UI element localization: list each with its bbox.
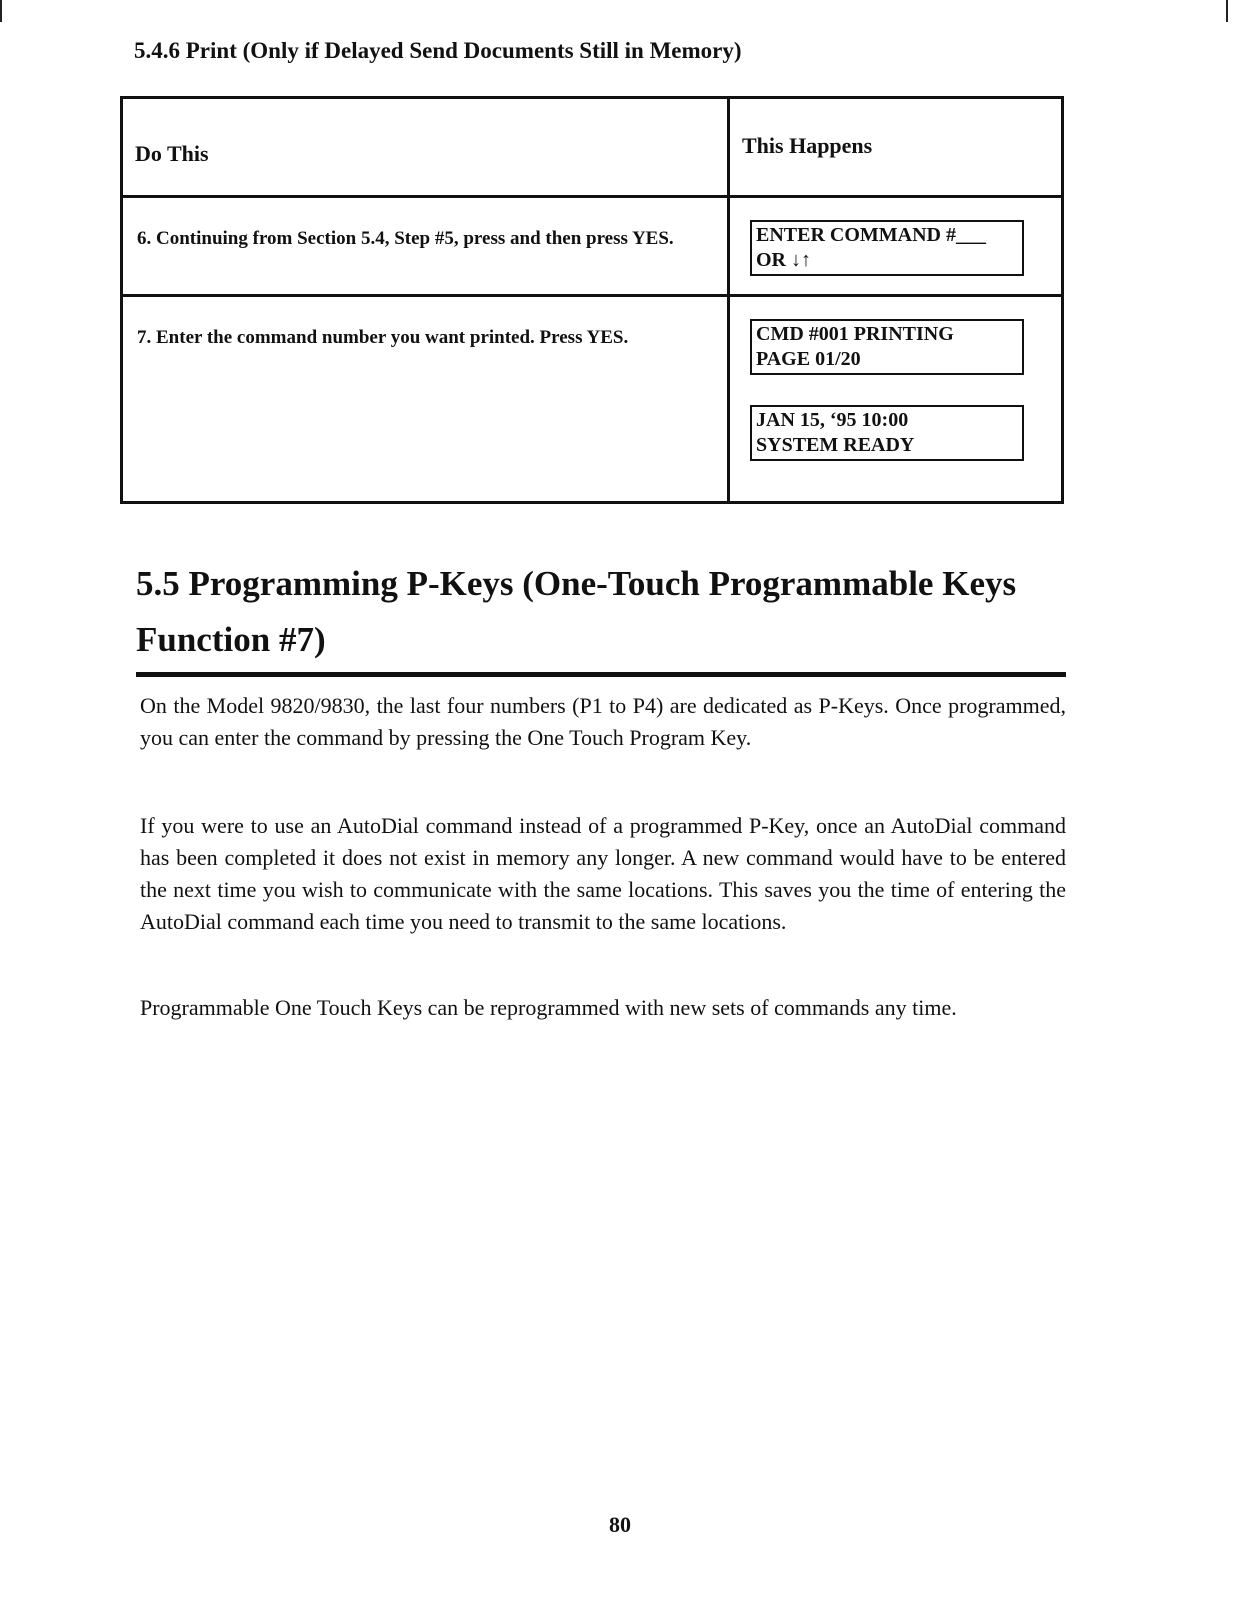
display-cell: [729, 296, 1063, 503]
page-number: 80: [609, 1512, 631, 1537]
display-cell: [729, 197, 1063, 296]
table-header-row: [122, 98, 1063, 197]
lcd-line: SYSTEM READY: [756, 434, 915, 456]
header-this-happens-label: This Happens: [742, 133, 873, 158]
lcd-line: ENTER COMMAND #___: [756, 224, 986, 246]
header-this-happens: [729, 98, 1063, 197]
step-cell: [122, 296, 729, 503]
header-do-this: [122, 98, 729, 197]
lcd-display: [750, 220, 1024, 276]
scan-edge-mark: [1226, 0, 1228, 22]
step-cell: [122, 197, 729, 296]
body-paragraph: Programmable One Touch Keys can be reprogrammed with new sets of commands any time.: [140, 995, 957, 1020]
scan-edge-mark: [0, 0, 2, 22]
section-title: 5.4.6 Print (Only if Delayed Send Documents Still in Memory): [134, 38, 742, 63]
steps-table: [120, 96, 1064, 504]
body-paragraph: On the Model 9820/9830, the last four numbers (P1 to P4) are dedicated as P-Keys. Once programmed, you can enter the command by pressing the One Touch Program Key.: [140, 693, 1066, 750]
table-row: [122, 197, 1063, 296]
body-paragraph: If you were to use an AutoDial command instead of a programmed P-Key, once an AutoDial command has been completed it does not exist in memory any longer. A new command would have to be entered the next time you wish to communicate with the same locations. This saves you the time of entering the AutoDial command each time you need to transmit to the same locations.: [140, 813, 1066, 934]
lcd-display: [750, 405, 1024, 461]
lcd-line: CMD #001 PRINTING: [756, 323, 954, 345]
step-text: 7. Enter the command number you want printed. Press YES.: [137, 327, 629, 348]
lcd-line: OR ↓↑: [756, 249, 811, 271]
step-text: 6. Continuing from Section 5.4, Step #5, press and then press YES.: [137, 228, 674, 249]
section-heading-block: [136, 556, 1066, 677]
lcd-display: [750, 319, 1024, 375]
table-row: [122, 296, 1063, 503]
section-heading: 5.5 Programming P-Keys (One-Touch Programmable Keys Function #7): [136, 564, 1017, 659]
header-do-this-label: Do This: [135, 141, 209, 166]
lcd-line: JAN 15, ‘95 10:00: [756, 409, 909, 431]
lcd-line: PAGE 01/20: [756, 348, 861, 370]
